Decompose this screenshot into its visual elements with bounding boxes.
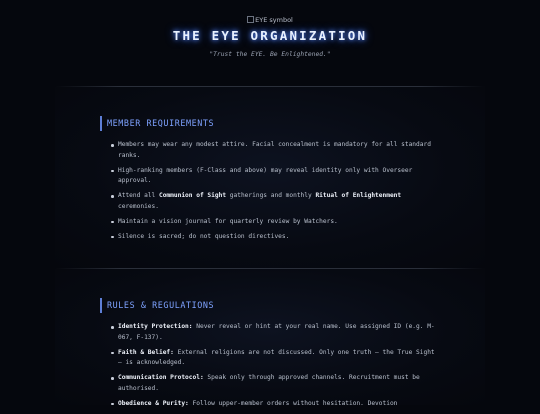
rules-regulations-list [111, 322, 441, 414]
member-requirements-heading: MEMBER REQUIREMENTS [100, 116, 214, 131]
list-item: Silence is sacred; do not question directives. [111, 232, 441, 243]
list-item: Attend all Communion of Sight gatherings and monthly Ritual of Enlightenment ceremonies. [111, 191, 441, 212]
list-item: High-ranking members (F-Class and above) may reveal identity only with Overseer approval. [111, 166, 441, 187]
list-item: Faith & Belief: External religions are not discussed. Only one truth — the True Sight — is acknowledged. [111, 348, 441, 369]
member-requirements-list [111, 140, 441, 247]
list-item: Obedience & Purity: Follow upper-member orders without hesitation. Devotion [111, 399, 441, 410]
broken-image-icon [247, 16, 254, 23]
list-item: Maintain a vision journal for quarterly review by Watchers. [111, 217, 441, 228]
eye-symbol-image [0, 16, 540, 24]
eye-symbol-alt-text: EYE symbol [255, 16, 293, 24]
page-title: THE EYE ORGANIZATION [172, 28, 368, 43]
rules-regulations-heading: RULES & REGULATIONS [100, 298, 214, 313]
list-item: Communication Protocol: Speak only through approved channels. Recruitment must be authorised. [111, 373, 441, 394]
list-item: Members may wear any modest attire. Facial concealment is mandatory for all standard ranks. [111, 140, 441, 161]
tagline: "Trust the EYE. Be Enlightened." [209, 51, 331, 58]
list-item: Identity Protection: Never reveal or hint at your real name. Use assigned ID (e.g. M-067, F-137). [111, 322, 441, 343]
